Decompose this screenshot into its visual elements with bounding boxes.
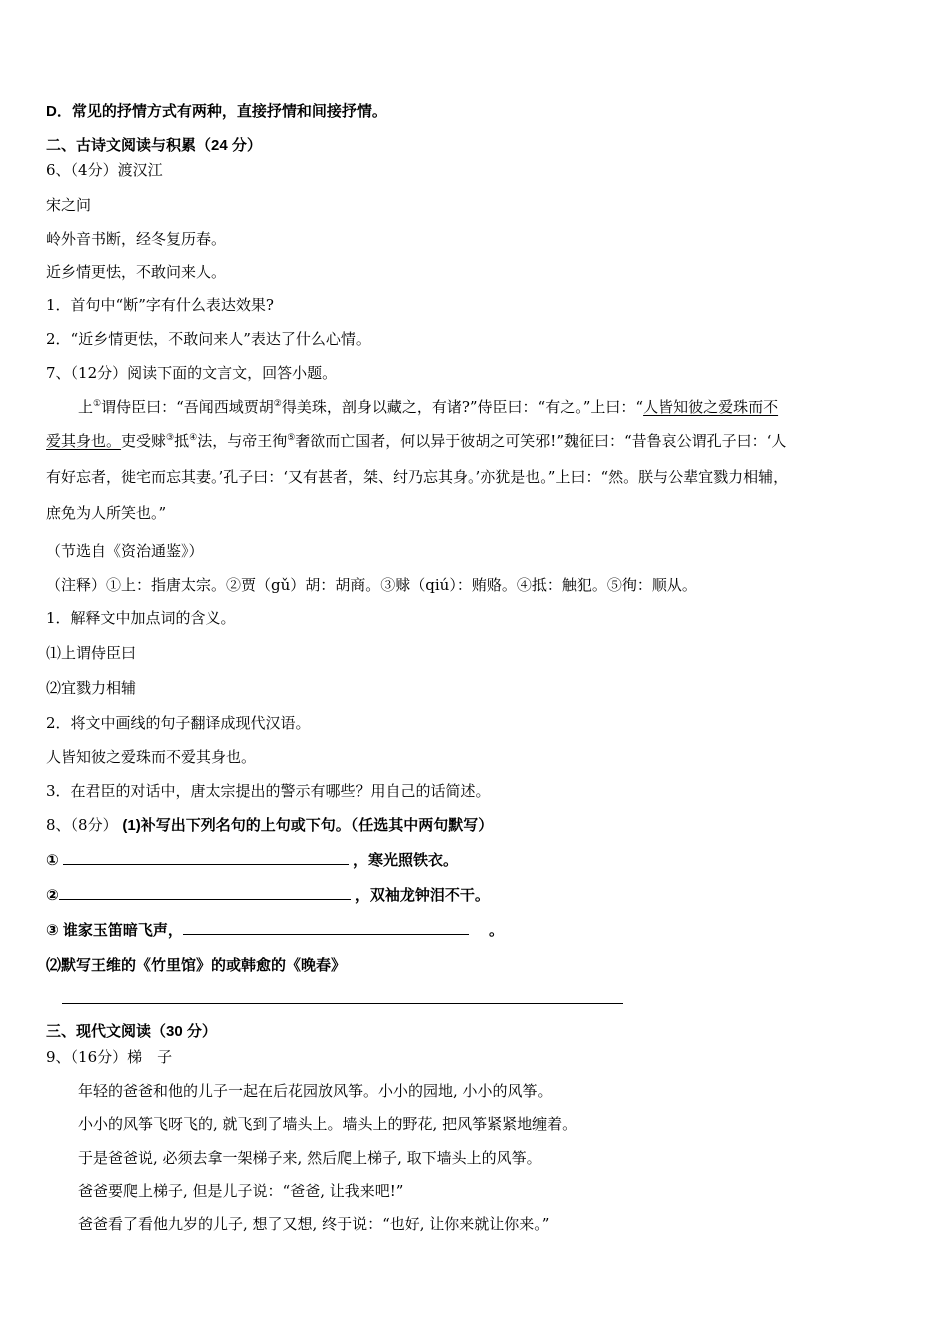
item-text: ，双袖龙钟泪不干。 <box>354 887 490 904</box>
passage-text: 奢欲而亡国者，何以异于彼胡之可笑邪!”魏征曰：“昔鲁哀公谓孔子曰：‘人 <box>295 432 787 450</box>
q8-score: 8、（8分） <box>46 816 118 834</box>
q7-sub-question-1a: ⑴上谓侍臣曰 <box>46 644 137 662</box>
item-number: ① <box>46 852 59 869</box>
fill-blank-1[interactable] <box>63 850 349 865</box>
underlined-sentence: 爱其身也。 <box>46 432 122 450</box>
passage-text: 得美珠，剖身以藏之，有诸?”侍臣曰：“有之。”上曰：“ <box>281 398 644 416</box>
q9-paragraph-5: 爸爸看了看他九岁的儿子, 想了又想, 终于说：“也好, 让你来就让你来。” <box>78 1215 550 1233</box>
q7-notes: （注释）①上：指唐太宗。②贾（gǔ）胡：胡商。③赇（qiú）：贿赂。④抵：触犯。⑤徇：顺从。 <box>46 576 697 594</box>
item-number: ② <box>46 887 59 904</box>
q7-header: 7、（12分）阅读下面的文言文，回答小题。 <box>46 364 338 382</box>
footnote-marker: ④ <box>189 433 198 443</box>
fill-blank-2[interactable] <box>59 885 351 900</box>
passage-text: 吏受赇 <box>121 432 167 450</box>
item-text: ，寒光照铁衣。 <box>353 852 459 869</box>
q6-sub-question-2: 2．“近乡情更怯，不敢问来人”表达了什么心情。 <box>46 330 371 348</box>
passage-text: 抵 <box>174 432 190 450</box>
answer-line[interactable] <box>62 1003 623 1004</box>
passage-row-2 <box>46 430 786 451</box>
q8-item-3 <box>46 920 504 941</box>
q7-passage <box>46 396 912 526</box>
fill-blank-3[interactable] <box>183 920 469 935</box>
q7-sub-question-1: 1．解释文中加点词的含义。 <box>46 609 236 627</box>
underlined-sentence: 人皆知彼之爱珠而不 <box>643 398 779 416</box>
item-end: 。 <box>489 922 505 939</box>
q9-paragraph-3: 于是爸爸说, 必须去拿一架梯子来, 然后爬上梯子, 取下墙头上的风筝。 <box>78 1149 542 1167</box>
q9-paragraph-1: 年轻的爸爸和他的儿子一起在后花园放风筝。小小的园地, 小小的风筝。 <box>78 1082 553 1100</box>
q8-header <box>46 815 493 836</box>
passage-text: 法，与帝王徇 <box>197 432 288 450</box>
q7-translation-sentence: 人皆知彼之爱珠而不爱其身也。 <box>46 748 257 766</box>
q6-sub-question-1: 1．首句中“断”字有什么表达效果? <box>46 296 274 314</box>
section-3-title: 三、现代文阅读（30 分） <box>46 1023 217 1040</box>
footnote-marker: ③ <box>166 433 175 443</box>
q6-poem-line-2: 近乡情更怯，不敢问来人。 <box>46 263 227 281</box>
passage-row-4: 庶免为人所笑也。” <box>46 504 167 522</box>
footnote-marker: ⑤ <box>287 433 296 443</box>
q8-item-2 <box>46 885 490 906</box>
q6-poem-line-1: 岭外音书断，经冬复历春。 <box>46 230 227 248</box>
q7-sub-question-3: 3．在君臣的对话中，唐太宗提出的警示有哪些？用自己的话简述。 <box>46 782 491 800</box>
section-2-title: 二、古诗文阅读与积累（24 分） <box>46 137 262 154</box>
item-text: ③ 谁家玉笛暗飞声， <box>46 922 183 939</box>
option-d: D．常见的抒情方式有两种，直接抒情和间接抒情。 <box>46 103 387 120</box>
passage-text: 谓侍臣曰：“吾闻西域贾胡 <box>101 398 274 416</box>
passage-row-3: 有好忘者，徙宅而忘其妻。’孔子曰：‘又有甚者，桀、纣乃忘其身。’亦犹是也。”上曰：“然。朕与公辈宜戮力相辅， <box>46 468 789 486</box>
q7-sub-question-1b: ⑵宜戮力相辅 <box>46 679 137 697</box>
footnote-marker: ② <box>273 399 282 409</box>
q6-header: 6、（4分）渡汉江 <box>46 161 163 179</box>
q8-instruction: (1)补写出下列名句的上句或下句。（任选其中两句默写） <box>122 817 494 834</box>
q8-part-2: ⑵默写王维的《竹里馆》的或韩愈的《晚春》 <box>46 957 347 974</box>
passage-row-1 <box>78 396 778 417</box>
passage-text: 上 <box>78 398 94 416</box>
q9-paragraph-2: 小小的风筝飞呀飞的, 就飞到了墙头上。墙头上的野花, 把风筝紧紧地缠着。 <box>78 1115 578 1133</box>
footnote-marker: ① <box>93 399 102 409</box>
q9-paragraph-4: 爸爸要爬上梯子, 但是儿子说：“爸爸, 让我来吧!” <box>78 1182 404 1200</box>
q7-sub-question-2: 2．将文中画线的句子翻译成现代汉语。 <box>46 714 311 732</box>
q6-author: 宋之问 <box>46 196 92 214</box>
q7-source: （节选自《资治通鉴》） <box>46 542 204 560</box>
q9-header: 9、（16分）梯 子 <box>46 1048 173 1066</box>
q8-item-1 <box>46 850 458 871</box>
